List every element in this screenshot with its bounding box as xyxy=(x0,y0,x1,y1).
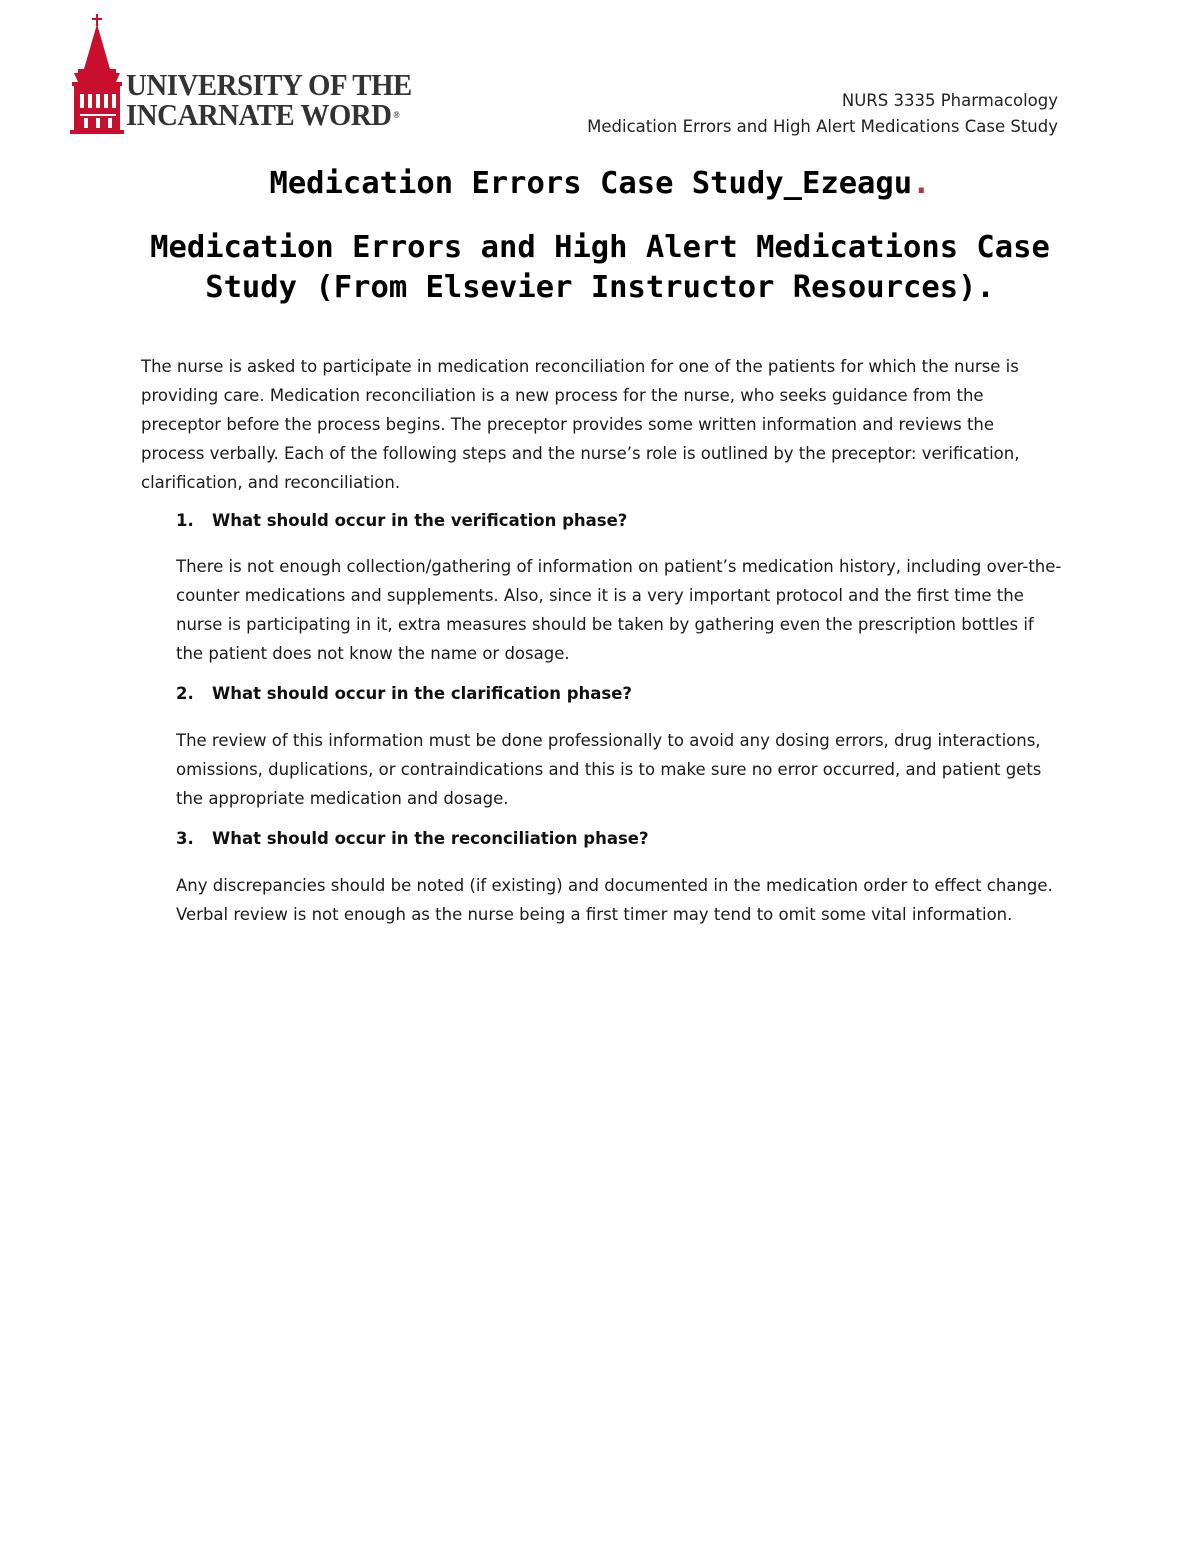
question-2 xyxy=(176,684,632,703)
title-text: Medication Errors Case Study_Ezeagu xyxy=(269,166,913,201)
document-subtitle: Medication Errors and High Alert Medications Case Study (From Elsevier Instructor Resources). xyxy=(150,230,1050,305)
header-subtitle: Medication Errors and High Alert Medications Case Study xyxy=(587,117,1058,136)
university-wordmark xyxy=(126,67,412,132)
wordmark-line2-text: INCARNATE WORD xyxy=(126,97,392,132)
question-number: 3. xyxy=(176,829,194,848)
course-name: NURS 3335 Pharmacology xyxy=(841,91,1058,110)
answer-1: There is not enough collection/gathering of information on patient’s medication history, including over-the-counter medications and supplements. Also, since it is a very important protocol and the first time the nurse is participating in it, extra measures should be taken by gathering even the prescription bottles if the patient does not know the name or dosage. xyxy=(176,557,1062,663)
registered-mark: ® xyxy=(393,110,400,120)
intro-paragraph: The nurse is asked to participate in medication reconciliation for one of the patients for which the nurse is providing care. Medication reconciliation is a new process for the nurse, who seeks guidance from the preceptor before the process begins. The preceptor provides some written information and reviews the process verbally. Each of the following steps and the nurse’s role is outlined by the preceptor: verification, clarification, and reconciliation. xyxy=(141,357,1020,492)
question-number: 1. xyxy=(176,511,194,530)
title-dot: . xyxy=(912,166,931,201)
wordmark-line1: UNIVERSITY OF THE xyxy=(126,67,412,102)
question-1 xyxy=(176,511,627,530)
question-3 xyxy=(176,829,649,848)
question-number: 2. xyxy=(176,684,194,703)
answer-2: The review of this information must be done professionally to avoid any dosing errors, drug interactions, omissions, duplications, or contraindications and this is to make sure no error occurred, and patient gets the appropriate medication and dosage. xyxy=(176,731,1042,808)
page-header xyxy=(587,88,1058,140)
question-text: What should occur in the clarification phase? xyxy=(212,684,632,703)
document-title xyxy=(0,166,1200,201)
bell-tower-icon xyxy=(70,14,130,136)
wordmark-line2 xyxy=(126,97,412,132)
answer-3: Any discrepancies should be noted (if existing) and documented in the medication order to effect change. Verbal review is not enough as the nurse being a first timer may tend to omit some vital information. xyxy=(176,876,1053,924)
question-text: What should occur in the verification phase? xyxy=(212,511,628,530)
question-text: What should occur in the reconciliation phase? xyxy=(212,829,649,848)
